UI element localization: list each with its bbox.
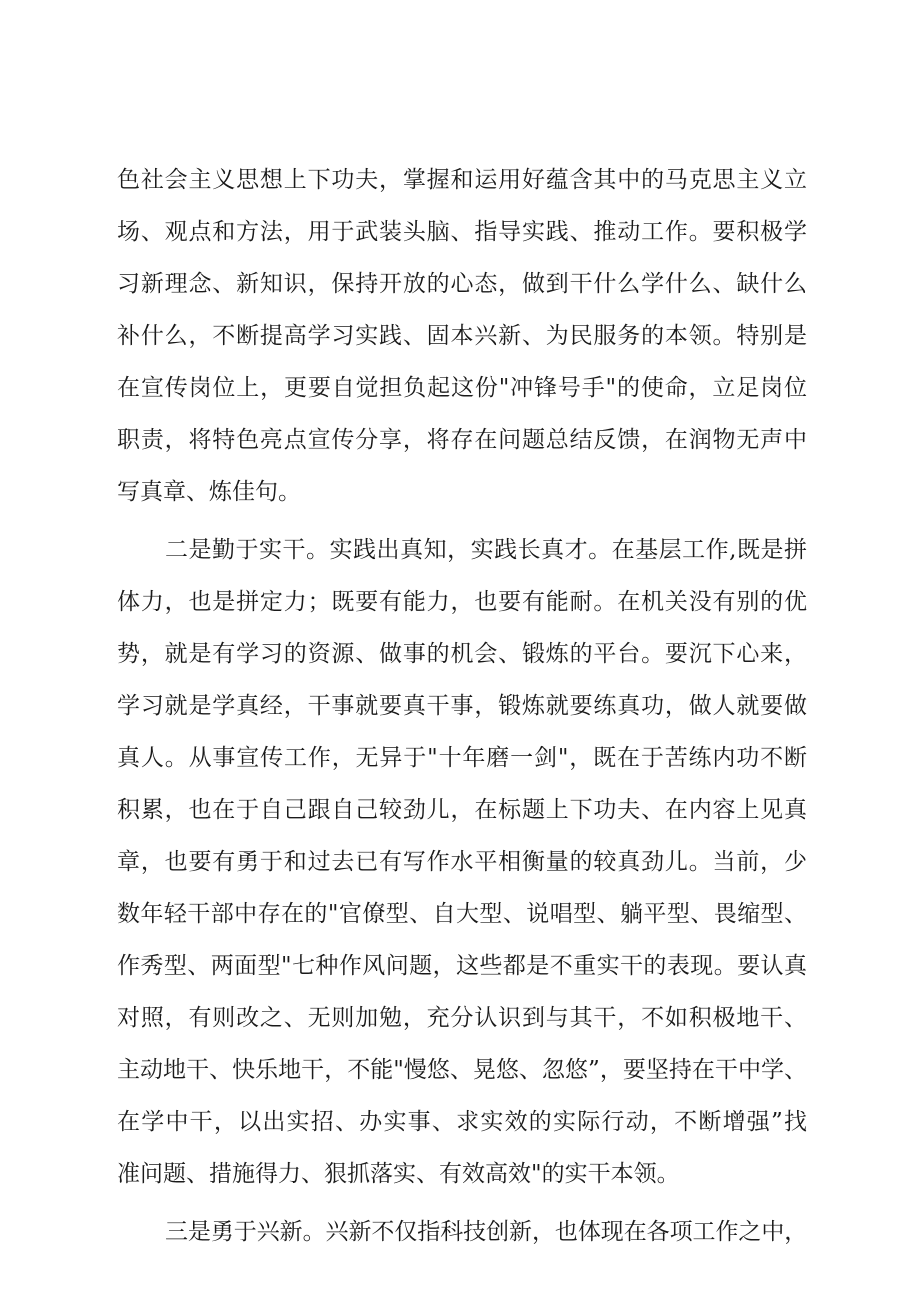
paragraph-start-line: 二是勤于实干。实践出真知，实践长真才。在基层工作,既是拼 [165, 537, 807, 563]
text-line: 主动地干、快乐地干，不能"慢悠、晃悠、忽悠”，要坚持在干中学、 [117, 1057, 807, 1083]
text-line: 职责，将特色亮点宣传分享，将存在问题总结反馈，在润物无声中 [117, 427, 807, 453]
text-line: 在宣传岗位上，更要自觉担负起这份"冲锋号手"的使命，立足岗位 [117, 375, 807, 401]
text-line: 章，也要有勇于和过去已有写作水平相衡量的较真劲儿。当前，少 [117, 849, 807, 875]
text-line: 数年轻干部中存在的"官僚型、自大型、说唱型、躺平型、畏缩型、 [117, 901, 807, 927]
text-line: 势，就是有学习的资源、做事的机会、锻炼的平台。要沉下心来， [117, 641, 807, 667]
text-line: 场、观点和方法，用于武装头脑、指导实践、推动工作。要积极学 [117, 219, 807, 245]
text-line: 积累，也在于自己跟自己较劲儿，在标题上下功夫、在内容上见真 [117, 797, 807, 823]
text-line: 作秀型、两面型"七种作风问题，这些都是不重实干的表现。要认真 [117, 953, 807, 979]
text-line: 对照，有则改之、无则加勉，充分认识到与其干，不如积极地干、 [117, 1005, 807, 1031]
text-line: 准问题、措施得力、狠抓落实、有效高效"的实干本领。 [117, 1161, 680, 1187]
text-line: 补什么，不断提高学习实践、固本兴新、为民服务的本领。特别是 [117, 323, 807, 349]
text-line: 学习就是学真经，干事就要真干事，锻炼就要练真功，做人就要做 [117, 693, 807, 719]
text-line: 体力，也是拼定力；既要有能力，也要有能耐。在机关没有别的优 [117, 589, 807, 615]
text-line: 习新理念、新知识，保持开放的心态，做到干什么学什么、缺什么 [117, 271, 807, 297]
text-line: 写真章、炼佳句。 [117, 479, 301, 505]
paragraph-start-line: 三是勇于兴新。兴新不仅指科技创新，也体现在各项工作之中， [165, 1219, 807, 1245]
text-line: 真人。从事宣传工作，无异于"十年磨一剑"，既在于苦练内功不断 [117, 745, 807, 771]
text-line: 色社会主义思想上下功夫，掌握和运用好蕴含其中的马克思主义立 [117, 167, 807, 193]
text-line: 在学中干，以出实招、办实事、求实效的实际行动，不断增强”找 [117, 1109, 807, 1135]
